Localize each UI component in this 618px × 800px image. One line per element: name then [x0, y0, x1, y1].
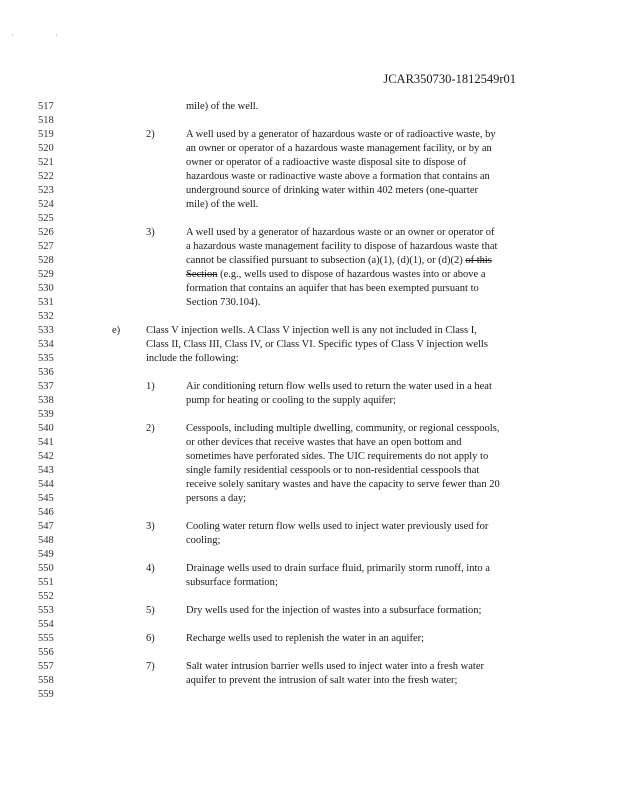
body-line: aquifer to prevent the intrusion of salt water into the fresh water;: [186, 675, 458, 686]
struck-text: of this: [465, 255, 492, 266]
line-number: 558: [38, 675, 54, 686]
line-number: 522: [38, 171, 54, 182]
item-label: 4): [146, 563, 155, 574]
line-number: 525: [38, 213, 54, 224]
line-number: 545: [38, 493, 54, 504]
line-number: 533: [38, 325, 54, 336]
body-line: pump for heating or cooling to the supply aquifer;: [186, 395, 396, 406]
line-number: 554: [38, 619, 54, 630]
line-number: 523: [38, 185, 54, 196]
line-number: 536: [38, 367, 54, 378]
line-number: 557: [38, 661, 54, 672]
body-line: Recharge wells used to replenish the water in an aquifer;: [186, 633, 425, 644]
body-line: A well used by a generator of hazardous waste or of radioactive waste, by: [186, 129, 496, 140]
body-line: A well used by a generator of hazardous waste or an owner or operator of: [186, 227, 495, 238]
body-line: cooling;: [186, 535, 221, 546]
body-line: an owner or operator of a hazardous waste management facility, or by an: [186, 143, 492, 154]
line-number: 547: [38, 521, 54, 532]
line-number: 532: [38, 311, 54, 322]
line-number: 541: [38, 437, 54, 448]
body-line: sometimes have perforated sides. The UIC requirements do not apply to: [186, 451, 489, 462]
body-line: Air conditioning return flow wells used to return the water used in a heat: [186, 381, 492, 392]
line-number: 540: [38, 423, 54, 434]
corner-marks: ' ': [12, 33, 77, 42]
line-number: 553: [38, 605, 54, 616]
line-number: 538: [38, 395, 54, 406]
line-number: 531: [38, 297, 54, 308]
line-number: 539: [38, 409, 54, 420]
body-line: Drainage wells used to drain surface fluid, primarily storm runoff, into a: [186, 563, 490, 574]
line-number: 543: [38, 465, 54, 476]
item-label: 7): [146, 661, 155, 672]
line-number: 518: [38, 115, 54, 126]
body-line: subsurface formation;: [186, 577, 278, 588]
item-label: 3): [146, 521, 155, 532]
line-number: 527: [38, 241, 54, 252]
line-number: 556: [38, 647, 54, 658]
line-number: 524: [38, 199, 54, 210]
line-number: 542: [38, 451, 54, 462]
struck-text: Section: [186, 269, 218, 280]
item-label: 6): [146, 633, 155, 644]
line-number: 546: [38, 507, 54, 518]
line-number: 517: [38, 101, 54, 112]
line-number: 544: [38, 479, 54, 490]
item-label: 3): [146, 227, 155, 238]
body-line: Cooling water return flow wells used to inject water previously used for: [186, 521, 489, 532]
body-line: single family residential cesspools or to non-residential cesspools that: [186, 465, 480, 476]
line-number: 551: [38, 577, 54, 588]
line-number: 550: [38, 563, 54, 574]
body-line: or other devices that receive wastes that have an open bottom and: [186, 437, 462, 448]
body-line: Cesspools, including multiple dwelling, community, or regional cesspools,: [186, 423, 500, 434]
body-line: Section 730.104).: [186, 297, 261, 308]
line-number: 526: [38, 227, 54, 238]
body-line: hazardous waste or radioactive waste above a formation that contains an: [186, 171, 490, 182]
line-number: 549: [38, 549, 54, 560]
item-label: 2): [146, 129, 155, 140]
line-number: 559: [38, 689, 54, 700]
body-line: persons a day;: [186, 493, 247, 504]
line-number: 555: [38, 633, 54, 644]
body-line: Section (e.g., wells used to dispose of hazardous wastes into or above a: [186, 269, 486, 280]
line-number: 548: [38, 535, 54, 546]
line-number: 534: [38, 339, 54, 350]
body-line: receive solely sanitary wastes and have the capacity to serve fewer than 20: [186, 479, 500, 490]
line-number: 521: [38, 157, 54, 168]
body-line: a hazardous waste management facility to dispose of hazardous waste that: [186, 241, 498, 252]
body-line: cannot be classified pursuant to subsection (a)(1), (d)(1), or (d)(2) of this: [186, 255, 492, 266]
body-line: Dry wells used for the injection of wastes into a subsurface formation;: [186, 605, 482, 616]
body-line: formation that contains an aquifer that has been exempted pursuant to: [186, 283, 479, 294]
body-line: include the following:: [146, 353, 239, 364]
section-label: e): [112, 325, 121, 336]
item-label: 5): [146, 605, 155, 616]
body-line: Class II, Class III, Class IV, or Class VI. Specific types of Class V injection wells: [146, 339, 488, 350]
line-number: 529: [38, 269, 54, 280]
item-label: 2): [146, 423, 155, 434]
line-number: 519: [38, 129, 54, 140]
body-line: owner or operator of a radioactive waste disposal site to dispose of: [186, 157, 467, 168]
line-number: 528: [38, 255, 54, 266]
body-line: mile) of the well.: [186, 199, 259, 210]
body-line: Salt water intrusion barrier wells used to inject water into a fresh water: [186, 661, 484, 672]
line-number: 535: [38, 353, 54, 364]
body-line: underground source of drinking water within 402 meters (one-quarter: [186, 185, 478, 196]
body-line: mile) of the well.: [186, 101, 259, 112]
document-id: JCAR350730-1812549r01: [383, 72, 516, 86]
item-label: 1): [146, 381, 155, 392]
body-line: Class V injection wells. A Class V injection well is any not included in Class I,: [146, 325, 477, 336]
line-number: 520: [38, 143, 54, 154]
line-number: 537: [38, 381, 54, 392]
line-number: 552: [38, 591, 54, 602]
line-number: 530: [38, 283, 54, 294]
